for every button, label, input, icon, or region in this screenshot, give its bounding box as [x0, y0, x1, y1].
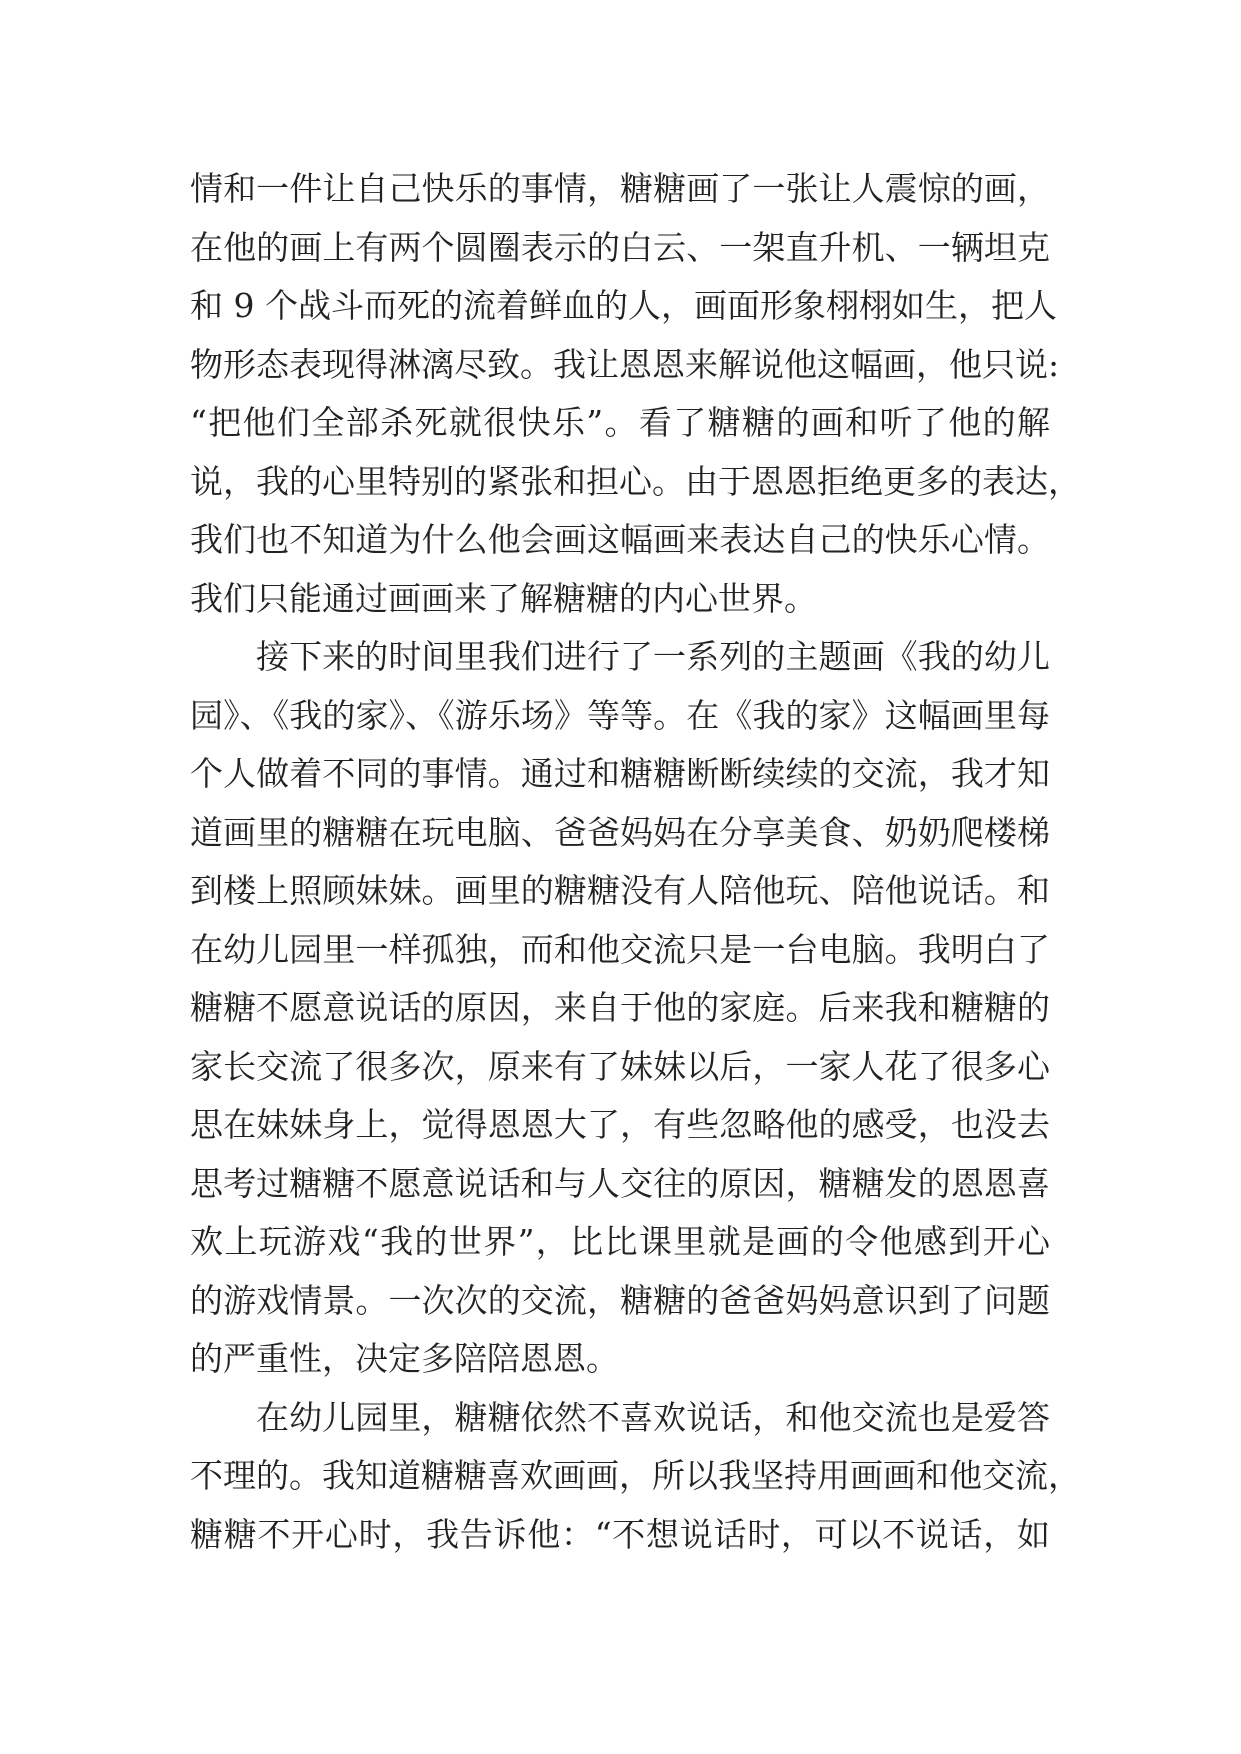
- text-line: 的游戏情景。一次次的交流，糖糖的爸爸妈妈意识到了问题: [190, 1280, 1050, 1320]
- text-line: 思考过糖糖不愿意说话和与人交往的原因，糖糖发的恩恩喜: [190, 1163, 1050, 1203]
- text-line: “把他们全部杀死就很快乐”。看了糖糖的画和听了他的解: [190, 403, 1050, 442]
- text-line: 不理的。我知道糖糖喜欢画画，所以我坚持用画画和他交流，: [190, 1456, 1081, 1495]
- text-line: 接下来的时间里我们进行了一系列的主题画《我的幼儿: [256, 637, 1050, 676]
- text-line: 糖糖不开心时，我告诉他：“不想说话时，可以不说话，如: [190, 1514, 1050, 1554]
- text-line: 园》、《我的家》、《游乐场》等等。在《我的家》这幅画里每: [190, 695, 1050, 735]
- text-line: 个人做着不同的事情。通过和糖糖断断续续的交流，我才知: [190, 754, 1050, 793]
- text-line: 家长交流了很多次，原来有了妹妹以后，一家人花了很多心: [190, 1046, 1050, 1086]
- text-line: 道画里的糖糖在玩电脑、爸爸妈妈在分享美食、奶奶爬楼梯: [190, 812, 1050, 852]
- text-line: 物形态表现得淋漓尽致。我让恩恩来解说他这幅画，他只说:: [190, 344, 1060, 384]
- body-text: [190, 160, 1081, 1564]
- text-line: 到楼上照顾妹妹。画里的糖糖没有人陪他玩、陪他说话。和: [190, 871, 1050, 910]
- text-line: 我们也不知道为什么他会画这幅画来表达自己的快乐心情。: [190, 520, 1050, 559]
- text-line: 我们只能通过画画来了解糖糖的内心世界。: [190, 578, 817, 618]
- text-line: 在幼儿园里一样孤独，而和他交流只是一台电脑。我明白了: [190, 929, 1050, 969]
- text-line: 欢上玩游戏“我的世界”，比比课里就是画的令他感到开心: [190, 1222, 1050, 1261]
- text-line: 在他的画上有两个圆圈表示的白云、一架直升机、一辆坦克: [190, 227, 1050, 267]
- text-line: 说，我的心里特别的紧张和担心。由于恩恩拒绝更多的表达，: [190, 461, 1081, 501]
- text-line: 和 9 个战斗而死的流着鲜血的人，画面形象栩栩如生，把人: [190, 286, 1057, 325]
- text-line: 情和一件让自己快乐的事情，糖糖画了一张让人震惊的画，: [190, 169, 1050, 208]
- text-line: 在幼儿园里，糖糖依然不喜欢说话，和他交流也是爱答: [256, 1397, 1050, 1437]
- text-line: 糖糖不愿意说话的原因，来自于他的家庭。后来我和糖糖的: [190, 988, 1050, 1027]
- text-line: 的严重性，决定多陪陪恩恩。: [190, 1339, 619, 1378]
- text-line: 思在妹妹身上，觉得恩恩大了，有些忽略他的感受，也没去: [190, 1105, 1050, 1144]
